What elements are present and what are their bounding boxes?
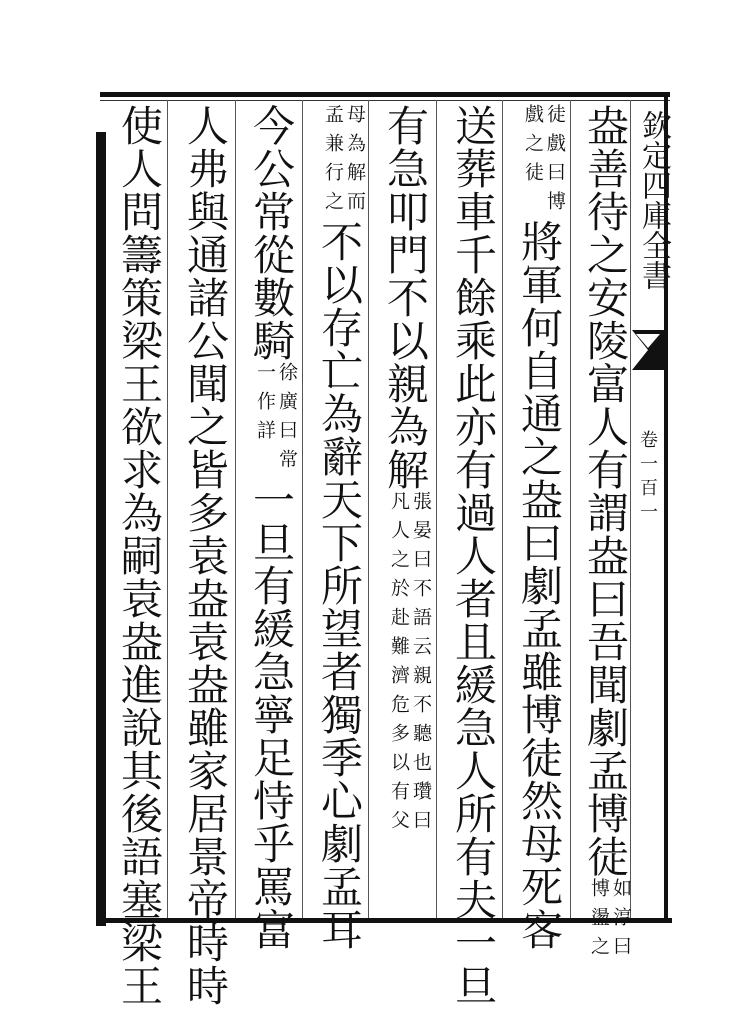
frame-top-border [100,92,670,97]
commentary-note [322,104,366,220]
margin-juan-number: 卷一百一 [637,430,658,526]
column-rule [502,100,503,918]
main-text: 有急叩門不以親為解 [381,104,430,491]
note-left: 戲之徒 [522,104,544,191]
column-rule [302,100,303,918]
main-text: 送葬車千餘乘此亦有過人者且緩急人所有夫一旦 [449,104,498,1007]
column-rule [368,100,369,918]
main-text: 使人問籌策梁王欲求為嗣袁盎進說其後語塞梁王 [115,104,164,1007]
text-column-5 [312,104,366,951]
commentary-note [388,491,432,839]
frame-top-rule [100,100,670,101]
commentary-note [254,362,298,478]
main-text: 盎善待之安陵富人有謂盎曰吾聞劇孟博徒 [581,104,630,878]
text-column-7 [178,104,232,1007]
column-rule [436,100,437,918]
note-right: 母為解而 [344,104,366,220]
note-right: 徐廣曰常 [276,362,298,478]
note-right: 張晏曰不語云親不聽也瓚曰 [410,491,432,839]
note-left: 孟兼行之 [322,104,344,220]
text-column-3 [446,104,500,1007]
column-rule [235,100,236,918]
note-left: 博盪之 [588,878,610,965]
column-rule [167,100,168,918]
main-text: 一旦有緩急寧足恃乎罵富 [247,478,296,951]
fish-tail-mark-icon [630,320,666,380]
text-column-2 [512,104,566,951]
text-column-8 [112,104,166,1007]
commentary-note [522,104,566,220]
note-left: 凡人之於赴難濟危多以有父 [388,491,410,839]
text-column-4 [378,104,432,839]
margin-title: 欽定四庫全書 [636,110,671,290]
frame-left-border [96,132,106,926]
column-rule [570,100,571,918]
main-text: 今公常從數騎 [247,104,296,362]
note-right: 如淳曰 [610,878,632,965]
commentary-note [588,878,632,965]
note-right: 徒戲曰博 [544,104,566,220]
main-text: 人弗與通諸公聞之皆多袁盎袁盎雖家居景帝時時 [181,104,230,1007]
text-column-6 [244,104,298,951]
main-text: 不以存亡為辭天下所望者獨季心劇孟耳 [315,220,364,951]
note-left: 一作詳 [254,362,276,449]
text-column-1 [578,104,632,965]
main-text: 將軍何自通之盎曰劇孟雖博徒然母死客 [515,220,564,951]
